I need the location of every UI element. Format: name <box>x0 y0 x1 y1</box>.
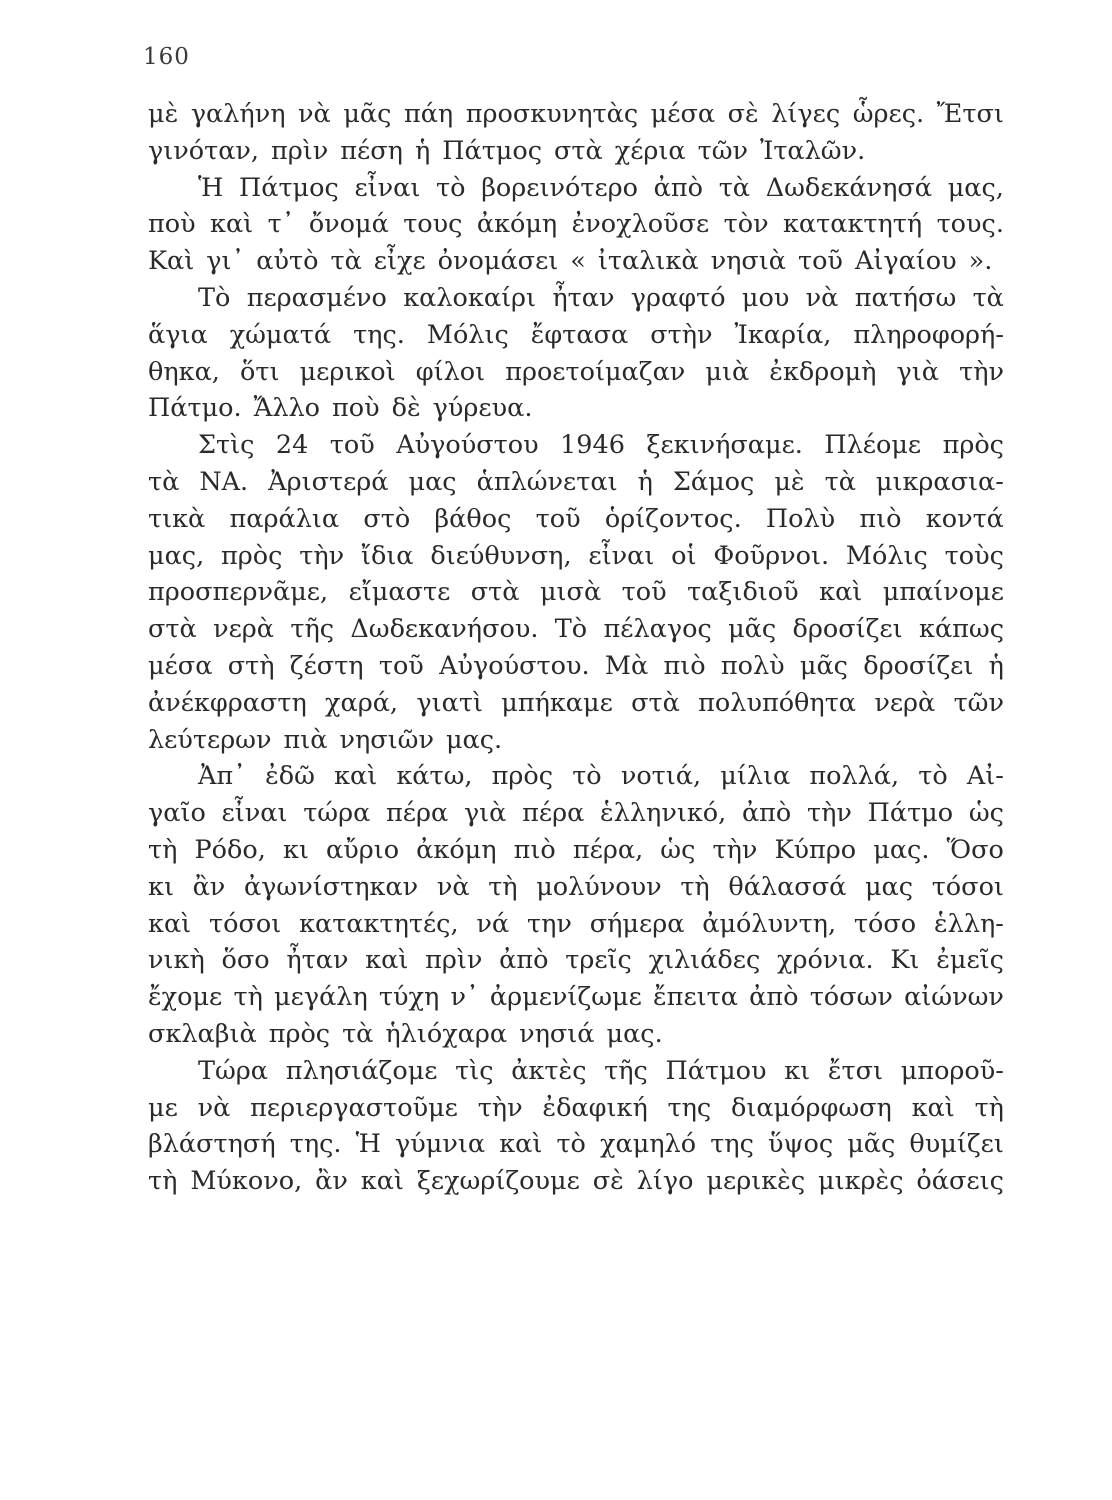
text-line: τὰ ΝΑ. Ἀριστερά μας ἁπλώνεται ἡ Σάμος μὲ τὰ μικρασια- <box>148 466 1004 497</box>
text-line: τὴ Ρόδο, κι αὔριο ἀκόμη πιὸ πέρα, ὡς τὴν Κύπρο μας. Ὅσο <box>148 834 1004 865</box>
text-line: μας, πρὸς τὴν ἴδια διεύθυνση, εἶναι οἱ Φοῦρνοι. Μόλις τοὺς <box>148 540 1004 571</box>
text-line: ἀνέκφραστη χαρά, γιατὶ μπήκαμε στὰ πολυπόθητα νερὰ τῶν <box>148 687 1004 718</box>
text-line: νικὴ ὅσο ἦταν καὶ πρὶν ἀπὸ τρεῖς χιλιάδες χρόνια. Κι ἐμεῖς <box>148 945 1004 976</box>
text-line: τικὰ παράλια στὸ βάθος τοῦ ὁρίζοντος. Πολὺ πιὸ κοντά <box>148 503 1004 534</box>
text-line: βλάστησή της. Ἡ γύμνια καὶ τὸ χαμηλό της ὕψος μᾶς θυμίζει <box>148 1129 1004 1160</box>
text-line: μὲ γαλήνη νὰ μᾶς πάη προσκυνητὰς μέσα σὲ λίγες ὧρες. Ἔτσι <box>148 99 1004 129</box>
text-line: τὴ Μύκονο, ἂν καὶ ξεχωρίζουμε σὲ λίγο μερικὲς μικρὲς ὀάσεις <box>148 1166 1004 1197</box>
text-line: σκλαβιὰ πρὸς τὰ ἡλιόχαρα νησιά μας. <box>148 1018 663 1049</box>
text-line: Πάτμο. Ἄλλο ποὺ δὲ γύρευα. <box>148 393 533 424</box>
text-line: Ἡ Πάτμος εἶναι τὸ βορεινότερο ἀπὸ τὰ Δωδεκάνησά μας, <box>198 172 1004 203</box>
page-number: 160 <box>143 44 190 70</box>
body-text <box>148 96 1004 1200</box>
text-line: Ἀπ᾽ ἐδῶ καὶ κάτω, πρὸς τὸ νοτιά, μίλια πολλά, τὸ Αἰ- <box>198 761 1004 792</box>
text-line: καὶ τόσοι κατακτητές, νά την σήμερα ἀμόλυντη, τόσο ἑλλη- <box>148 908 1004 939</box>
text-line: Τώρα πλησιάζομε τὶς ἀκτὲς τῆς Πάτμου κι ἔτσι μποροῦ- <box>198 1055 1004 1086</box>
text-line: γινόταν, πρὶν πέση ἡ Πάτμος στὰ χέρια τῶν Ἰταλῶν. <box>148 135 866 166</box>
text-line: με νὰ περιεργαστοῦμε τὴν ἐδαφική της διαμόρφωση καὶ τὴ <box>148 1092 1004 1123</box>
text-line: κι ἂν ἀγωνίστηκαν νὰ τὴ μολύνουν τὴ θάλασσά μας τόσοι <box>148 871 1004 902</box>
text-line: λεύτερων πιὰ νησιῶν μας. <box>148 724 503 755</box>
text-line: προσπερνᾶμε, εἴμαστε στὰ μισὰ τοῦ ταξιδιοῦ καὶ μπαίνομε <box>148 577 1004 608</box>
text-line: ἔχομε τὴ μεγάλη τύχη ν᾽ ἀρμενίζωμε ἔπειτα ἀπὸ τόσων αἰώνων <box>148 982 1004 1013</box>
text-line: ἅγια χώματά της. Μόλις ἔφτασα στὴν Ἰκαρία, πληροφορή- <box>148 319 1004 350</box>
text-line: Τὸ περασμένο καλοκαίρι ἦταν γραφτό μου νὰ πατήσω τὰ <box>198 282 1004 313</box>
text-line: ποὺ καὶ τ᾽ ὄνομά τους ἀκόμη ἐνοχλοῦσε τὸν κατακτητή τους. <box>148 209 1004 240</box>
text-line: Στὶς 24 τοῦ Αὐγούστου 1946 ξεκινήσαμε. Πλέομε πρὸς <box>198 430 1004 461</box>
text-line: γαῖο εἶναι τώρα πέρα γιὰ πέρα ἑλληνικό, ἀπὸ τὴν Πάτμο ὡς <box>148 798 1004 829</box>
text-line: Καὶ γι᾽ αὐτὸ τὰ εἶχε ὀνομάσει « ἰταλικὰ νησιὰ τοῦ Αἰγαίου ». <box>148 246 993 277</box>
text-line: μέσα στὴ ζέστη τοῦ Αὐγούστου. Μὰ πιὸ πολὺ μᾶς δροσίζει ἡ <box>148 650 1004 681</box>
text-line: στὰ νερὰ τῆς Δωδεκανήσου. Τὸ πέλαγος μᾶς δροσίζει κάπως <box>148 614 1004 645</box>
text-line: θηκα, ὅτι μερικοὶ φίλοι προετοίμαζαν μιὰ ἐκδρομὴ γιὰ τὴν <box>148 356 1004 387</box>
